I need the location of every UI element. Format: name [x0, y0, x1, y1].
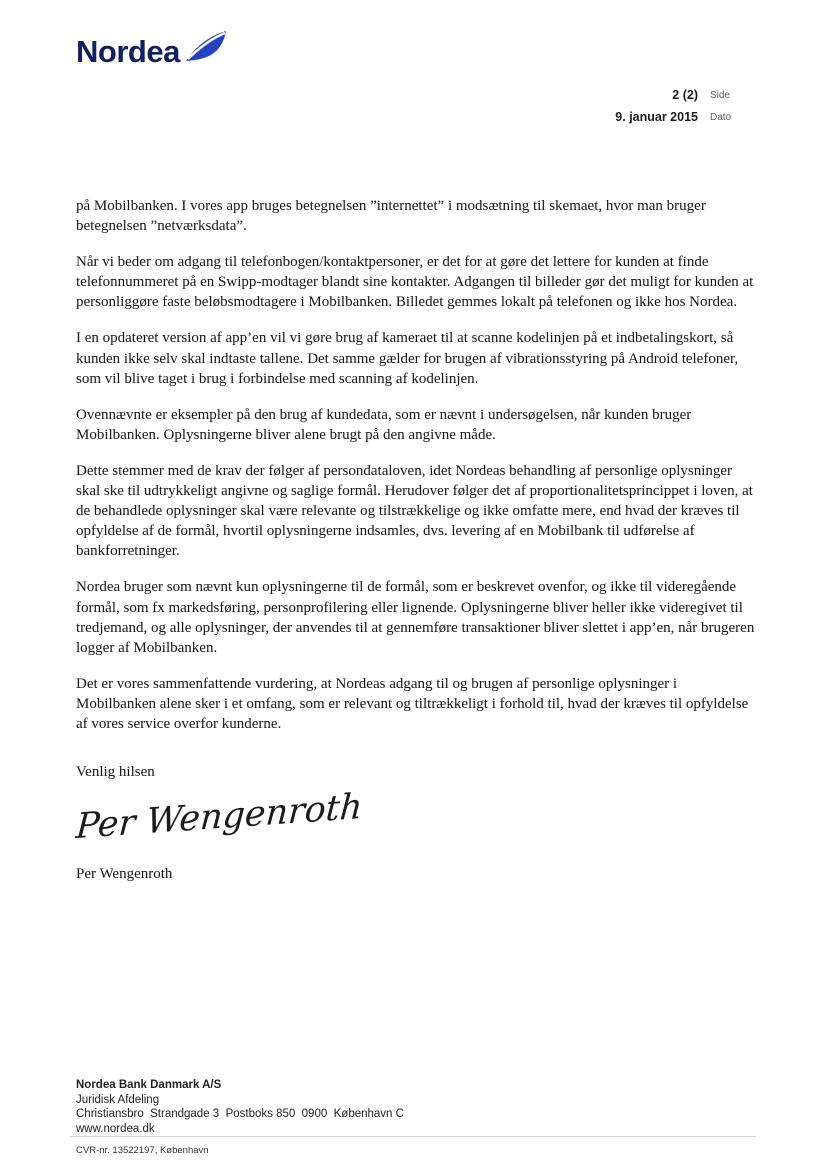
- body-paragraph: Når vi beder om adgang til telefonbogen/kontaktpersoner, er det for at gøre det lettere for kunden at finde telefonnummeret på en Swipp-modtager blandt sine kontakter. Adgangen til billeder gør det muligt for kunden at personliggøre faste beløbsmodtagere i Mobilbanken. Billedet gemmes lokalt på telefonen og ikke hos Nordea.: [76, 254, 754, 311]
- footer-department: Juridisk Afdeling: [76, 1093, 160, 1106]
- footer-address: Christiansbro Strandgade 3 Postboks 850 0900 København C: [76, 1108, 404, 1121]
- nordea-logo: [76, 30, 228, 69]
- page-meta: [615, 88, 748, 124]
- body-paragraph: Det er vores sammenfattende vurdering, at Nordeas adgang til og brugen af personlige oplysninger i Mobilbanken alene sker i et omfang, som er relevant og tiltrækkeligt i forhold til, hvad der kræves til opfyldelse af vores service overfor kunderne.: [76, 675, 749, 732]
- handwritten-signature: Per Wengenroth: [74, 786, 364, 847]
- body-paragraph: Nordea bruger som nævnt kun oplysningerne til de formål, som er beskrevet ovenfor, og ikke til videregående formål, som fx markedsføring, personprofilering eller lignende. Oplysningerne bliver heller ikke videregivet til tredjemand, og alle oplysninger, der anvendes til at gennemføre transaktioner bliver slettet i app’en, når brugeren logger af Mobilbanken.: [76, 579, 755, 656]
- body-paragraph: på Mobilbanken. I vores app bruges betegnelsen ”internettet” i modsætning til skemaet, hvor man bruger betegnelsen ”netværksdata”.: [76, 198, 706, 235]
- nordea-wordmark: Nordea: [76, 34, 180, 69]
- letter-footer: [76, 1078, 404, 1137]
- letter-body: [76, 196, 756, 884]
- cvr-number: CVR-nr. 13522197, København: [76, 1145, 209, 1156]
- signature-printed-name: Per Wengenroth: [76, 866, 173, 883]
- page-number-label: Side: [710, 90, 731, 101]
- footer-divider: [70, 1136, 756, 1137]
- letter-date-label: Dato: [710, 112, 732, 123]
- footer-website: www.nordea.dk: [76, 1123, 155, 1136]
- nordea-sail-swoosh-icon: [184, 30, 228, 69]
- closing-salutation: Venlig hilsen: [76, 764, 155, 781]
- body-paragraph: Dette stemmer med de krav der følger af persondataloven, idet Nordeas behandling af personlige oplysninger skal ske til udtrykkeligt angivne og saglige formål. Herudover følger det af proportionalitetsprincippet i loven, at de behandlede oplysninger skal være relevante og tilstrækkelige og ikke omfatte mere, end hvad der kræves til opfyldelse af de formål, hvortil oplysningerne indsamles, dvs. levering af en Mobilbank til udførelse af bankforretninger.: [76, 462, 753, 560]
- footer-company: Nordea Bank Danmark A/S: [76, 1079, 222, 1091]
- letter-date: 9. januar 2015: [615, 110, 698, 124]
- body-paragraph: Ovennævnte er eksempler på den brug af kundedata, som er nævnt i undersøgelsen, når kunden bruger Mobilbanken. Oplysningerne bliver alene brugt på den angivne måde.: [76, 406, 692, 443]
- page-number: 2 (2): [672, 88, 698, 102]
- body-paragraph: I en opdateret version af app’en vil vi gøre brug af kameraet til at scanne kodelinjen på et indbetalingskort, så kunden ikke selv skal indtaste tallene. Det samme gælder for brugen af vibrationsstyring på Android telefoner, som vil blive taget i brug i forbindelse med scanning af kodelinjen.: [76, 330, 739, 387]
